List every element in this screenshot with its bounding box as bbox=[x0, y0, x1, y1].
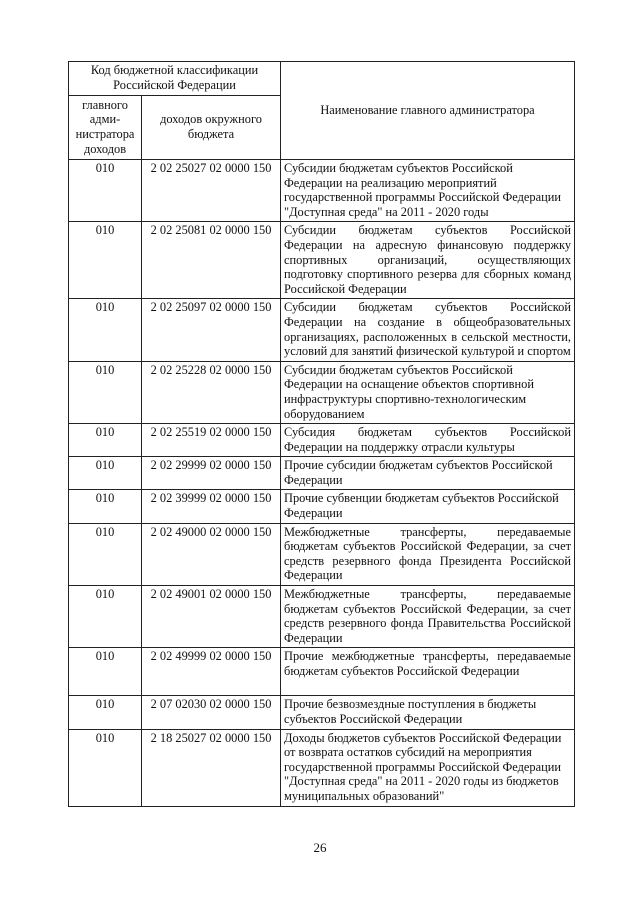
admin-code-cell: 010 bbox=[69, 490, 142, 523]
table-row bbox=[69, 648, 575, 696]
admin-code-cell: 010 bbox=[69, 457, 142, 490]
table-row bbox=[69, 490, 575, 523]
header-row-group bbox=[69, 62, 575, 96]
revenue-code-cell: 2 02 49999 02 0000 150 bbox=[142, 648, 281, 696]
revenue-name-cell: Субсидия бюджетам субъектов Российской Федерации на поддержку отрасли культуры bbox=[281, 424, 575, 457]
admin-code-cell: 010 bbox=[69, 523, 142, 585]
revenue-name-cell: Прочие субвенции бюджетам субъектов Российской Федерации bbox=[281, 490, 575, 523]
revenue-code-cell: 2 02 25081 02 0000 150 bbox=[142, 222, 281, 299]
table-row bbox=[69, 457, 575, 490]
revenue-name-cell: Межбюджетные трансферты, передаваемые бюджетам субъектов Российской Федерации, за счет средств резервного фонда Правительства Российской Федерации bbox=[281, 586, 575, 648]
table-row bbox=[69, 299, 575, 361]
revenue-code-cell: 2 02 25228 02 0000 150 bbox=[142, 361, 281, 423]
revenue-name-cell: Межбюджетные трансферты, передаваемые бюджетам субъектов Российской Федерации, за счет средств резервного фонда Президента Российской Федерации bbox=[281, 523, 575, 585]
table-row bbox=[69, 160, 575, 222]
admin-code-cell: 010 bbox=[69, 160, 142, 222]
revenue-name-cell: Субсидии бюджетам субъектов Российской Федерации на адресную финансовую поддержку спортивных организаций, осуществляющих подготовку спортивного резерва для сборных команд Российской Федерации bbox=[281, 222, 575, 299]
admin-code-cell: 010 bbox=[69, 361, 142, 423]
revenue-name-cell: Доходы бюджетов субъектов Российской Федерации от возврата остатков субсидий на мероприятия государственной программы Российской Федерации "Доступная среда" на 2011 - 2020 годы из бюджетов муниципальных образований" bbox=[281, 729, 575, 806]
header-administrator-name: Наименование главного администратора bbox=[281, 62, 575, 160]
budget-classification-table bbox=[68, 61, 575, 807]
table-row bbox=[69, 696, 575, 729]
revenue-name-cell: Прочие субсидии бюджетам субъектов Российской Федерации bbox=[281, 457, 575, 490]
admin-code-cell: 010 bbox=[69, 299, 142, 361]
page-number: 26 bbox=[313, 840, 327, 855]
revenue-code-cell: 2 07 02030 02 0000 150 bbox=[142, 696, 281, 729]
revenue-code-cell: 2 18 25027 02 0000 150 bbox=[142, 729, 281, 806]
revenue-code-cell: 2 02 25519 02 0000 150 bbox=[142, 424, 281, 457]
revenue-code-cell: 2 02 39999 02 0000 150 bbox=[142, 490, 281, 523]
revenue-name-cell: Прочие безвозмездные поступления в бюджеты субъектов Российской Федерации bbox=[281, 696, 575, 729]
table-row bbox=[69, 586, 575, 648]
revenue-code-cell: 2 02 25097 02 0000 150 bbox=[142, 299, 281, 361]
table-row bbox=[69, 361, 575, 423]
admin-code-cell: 010 bbox=[69, 586, 142, 648]
table-row bbox=[69, 523, 575, 585]
admin-code-cell: 010 bbox=[69, 696, 142, 729]
revenue-code-cell: 2 02 29999 02 0000 150 bbox=[142, 457, 281, 490]
revenue-code-cell: 2 02 49000 02 0000 150 bbox=[142, 523, 281, 585]
admin-code-cell: 010 bbox=[69, 222, 142, 299]
table-row bbox=[69, 222, 575, 299]
admin-code-cell: 010 bbox=[69, 729, 142, 806]
revenue-name-cell: Прочие межбюджетные трансферты, передаваемые бюджетам субъектов Российской Федерации bbox=[281, 648, 575, 696]
table-row bbox=[69, 424, 575, 457]
revenue-name-cell: Субсидии бюджетам субъектов Российской Федерации на создание в общеобразовательных организациях, расположенных в сельской местности, условий для занятий физической культурой и спортом bbox=[281, 299, 575, 361]
admin-code-cell: 010 bbox=[69, 424, 142, 457]
revenue-code-cell: 2 02 49001 02 0000 150 bbox=[142, 586, 281, 648]
admin-code-cell: 010 bbox=[69, 648, 142, 696]
revenue-name-cell: Субсидии бюджетам субъектов Российской Федерации на оснащение объектов спортивной инфраструктуры спортивно-технологическим оборудованием bbox=[281, 361, 575, 423]
header-district-revenue: доходов окружного бюджета bbox=[142, 96, 281, 160]
header-classification-code: Код бюджетной классификации Российской Федерации bbox=[69, 62, 281, 96]
revenue-code-cell: 2 02 25027 02 0000 150 bbox=[142, 160, 281, 222]
table-row bbox=[69, 729, 575, 806]
revenue-name-cell: Субсидии бюджетам субъектов Российской Федерации на реализацию мероприятий государственной программы Российской Федерации "Доступная среда" на 2011 - 2020 годы bbox=[281, 160, 575, 222]
header-main-administrator: главного адми-нистратора доходов bbox=[69, 96, 142, 160]
